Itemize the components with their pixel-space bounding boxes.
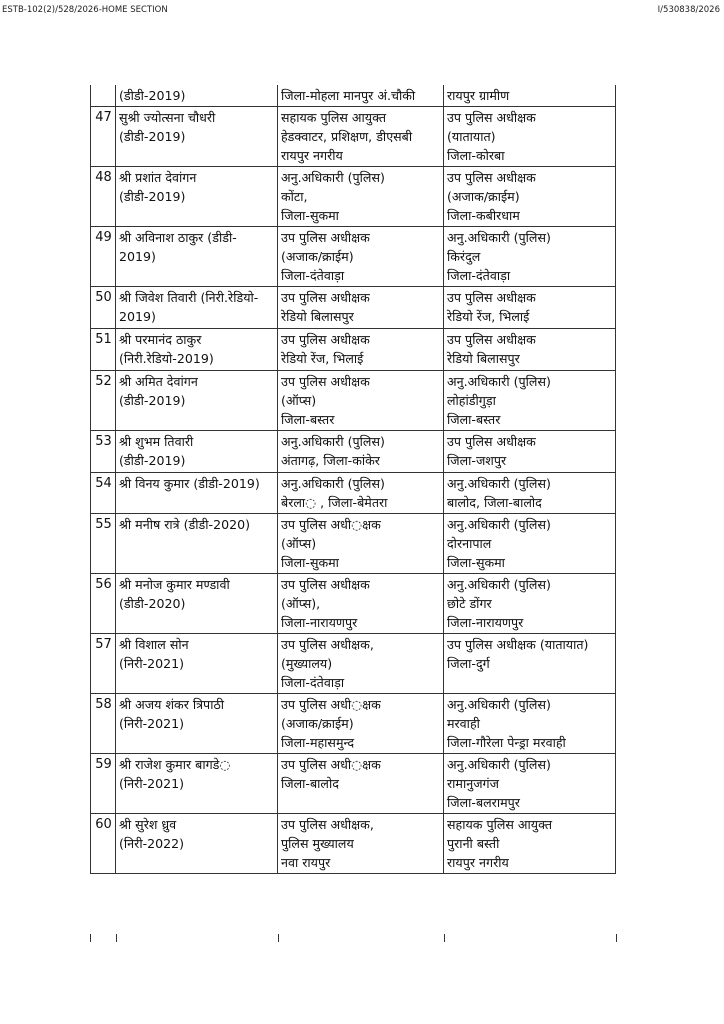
table-row [91, 167, 616, 227]
cell-line: हेडक्वाटर, प्रशिक्षण, डीएसबी [281, 129, 413, 144]
cell-line: रेडियो बिलासपुर [447, 351, 520, 366]
cell-line: उप पुलिस अधीक्षक [447, 110, 536, 125]
current-posting-cell [278, 431, 444, 473]
cell-line: अनु.अधिकारी (पुलिस) [447, 577, 551, 592]
new-posting-cell [444, 754, 616, 814]
cell-line: (ऑप्स), [281, 596, 321, 611]
cell-line: (निरी.रेडियो-2019) [119, 351, 214, 366]
cell-line: (निरी-2021) [119, 656, 185, 671]
cell-line: जिला-सुकमा [447, 555, 505, 570]
table-row [91, 107, 616, 167]
cell-line: उप पुलिस अधीक्षक [447, 290, 536, 305]
cell-line: उप पुलिस अधीक्षक [447, 332, 536, 347]
officer-name-cell [116, 514, 278, 574]
serial-cell [91, 85, 116, 107]
cell-line: जिला-सुकमा [281, 555, 339, 570]
cell-line: अनु.अधिकारी (पुलिस) [447, 374, 551, 389]
cell-line: उप पुलिस अधीक्षक [447, 434, 536, 449]
new-posting-cell [444, 371, 616, 431]
cell-line: (डीडी-2020) [119, 596, 186, 611]
new-posting-cell [444, 574, 616, 634]
officer-name-cell [116, 634, 278, 694]
cell-line: अनु.अधिकारी (पुलिस) [281, 170, 385, 185]
page-header [0, 0, 724, 22]
current-posting-cell [278, 574, 444, 634]
cell-line: रेडियो बिलासपुर [281, 309, 354, 324]
officer-name-cell [116, 227, 278, 287]
cell-line: रामानुजगंज [447, 776, 499, 791]
cell-line: अनु.अधिकारी (पुलिस) [281, 476, 385, 491]
new-posting-cell [444, 329, 616, 371]
cell-line: नवा रायपुर [281, 855, 331, 870]
cell-line: जिला-मोहला मानपुर अं.चौकी [281, 88, 416, 103]
new-posting-cell [444, 107, 616, 167]
cell-line: (डीडी-2019) [119, 88, 186, 103]
cell-line: उप पुलिस अधी◌क्षक [281, 757, 381, 772]
officer-name-cell [116, 814, 278, 874]
serial-cell: 49 [91, 227, 116, 287]
cell-line: जिला-बस्तर [281, 412, 335, 427]
cell-line: उप पुलिस अधीक्षक [281, 230, 370, 245]
cell-line: जिला-दंतेवाड़ा [281, 268, 345, 283]
cell-line: (अजाक/क्राईम) [281, 249, 354, 264]
cell-line: 2019) [119, 309, 156, 324]
cell-line: जिला-नारायणपुर [281, 615, 358, 630]
cell-line: (डीडी-2019) [119, 189, 186, 204]
transfer-table [90, 85, 616, 874]
cell-line: उप पुलिस अधीक्षक [281, 332, 370, 347]
serial-cell: 60 [91, 814, 116, 874]
cell-line: (निरी-2021) [119, 716, 185, 731]
cell-line: 2019) [119, 249, 156, 264]
cell-line: श्री विशाल सोन [119, 637, 189, 652]
current-posting-cell [278, 107, 444, 167]
new-posting-cell [444, 473, 616, 514]
serial-cell: 56 [91, 574, 116, 634]
cell-line: जिला-कोरबा [447, 148, 505, 163]
cell-line: (अजाक/क्राईम) [447, 189, 520, 204]
cell-line: जिला-दुर्ग [447, 656, 490, 671]
table-row [91, 814, 616, 874]
cell-line: श्री परमानंद ठाकुर [119, 332, 202, 347]
officer-name-cell [116, 754, 278, 814]
cell-line: बालोद, जिला-बालोद [447, 495, 542, 510]
serial-cell: 52 [91, 371, 116, 431]
cell-line: कोंटा, [281, 189, 308, 204]
officer-name-cell [116, 287, 278, 329]
new-posting-cell [444, 634, 616, 694]
table-row [91, 473, 616, 514]
new-posting-cell [444, 514, 616, 574]
cell-line: रायपुर नगरीय [447, 855, 509, 870]
serial-cell: 53 [91, 431, 116, 473]
officer-name-cell [116, 473, 278, 514]
cell-line: रायपुर नगरीय [281, 148, 343, 163]
serial-cell: 59 [91, 754, 116, 814]
new-posting-cell [444, 694, 616, 754]
officer-name-cell [116, 431, 278, 473]
new-posting-cell [444, 227, 616, 287]
table-continuation-lines [90, 934, 617, 942]
cell-line: अनु.अधिकारी (पुलिस) [447, 476, 551, 491]
cell-line: (निरी-2022) [119, 836, 185, 851]
cell-line: श्री मनीष रात्रे (डीडी-2020) [119, 517, 251, 532]
new-posting-cell [444, 814, 616, 874]
table-row [91, 329, 616, 371]
cell-line: श्री राजेश कुमार बागडे◌ [119, 757, 231, 772]
cell-line: (डीडी-2019) [119, 453, 186, 468]
cell-line: रेडियो रेंज, भिलाई [281, 351, 364, 366]
cell-line: जिला-दंतेवाड़ा [447, 268, 511, 283]
cell-line: जिला-बलरामपुर [447, 795, 520, 810]
cell-line: उप पुलिस अधीक्षक [281, 374, 370, 389]
serial-cell: 47 [91, 107, 116, 167]
serial-cell: 51 [91, 329, 116, 371]
new-posting-cell [444, 167, 616, 227]
cell-line: (ऑप्स) [281, 393, 317, 408]
new-posting-cell [444, 431, 616, 473]
cell-line: उप पुलिस अधी◌क्षक [281, 697, 381, 712]
cell-line: जिला-बस्तर [447, 412, 501, 427]
officer-name-cell [116, 574, 278, 634]
serial-cell: 58 [91, 694, 116, 754]
officer-name-cell [116, 371, 278, 431]
cell-line: उप पुलिस अधीक्षक [281, 577, 370, 592]
current-posting-cell [278, 287, 444, 329]
table-row [91, 514, 616, 574]
cell-line: जिला-जशपुर [447, 453, 507, 468]
cell-line: छोटे डोंगर [447, 596, 492, 611]
cell-line: अनु.अधिकारी (पुलिस) [447, 757, 551, 772]
cell-line: जिला-बालोद [281, 776, 339, 791]
cell-line: सुश्री ज्योत्सना चौधरी [119, 110, 216, 125]
table-row-continued [91, 85, 616, 107]
new-posting-cell [444, 287, 616, 329]
cell-line: उप पुलिस अधीक्षक (यातायात) [447, 637, 589, 652]
current-posting-cell [278, 85, 444, 107]
cell-line: मरवाही [447, 716, 480, 731]
cell-line: रेडियो रेंज, भिलाई [447, 309, 530, 324]
table-row [91, 287, 616, 329]
cell-line: (डीडी-2019) [119, 129, 186, 144]
cell-line: पुलिस मुख्यालय [281, 836, 354, 851]
cell-line: श्री अविनाश ठाकुर (डीडी- [119, 230, 237, 245]
cell-line: जिला-सुकमा [281, 208, 339, 223]
cell-line: जिला-महासमुन्द [281, 735, 355, 750]
serial-cell: 48 [91, 167, 116, 227]
current-posting-cell [278, 227, 444, 287]
cell-line: उप पुलिस अधीक्षक, [281, 637, 374, 652]
cell-line: (डीडी-2019) [119, 393, 186, 408]
cell-line: दोरनापाल [447, 536, 492, 551]
serial-cell: 54 [91, 473, 116, 514]
document-number: I/530838/2026 [657, 5, 720, 15]
current-posting-cell [278, 694, 444, 754]
cell-line: श्री विनय कुमार (डीडी-2019) [119, 476, 260, 491]
column-divider [116, 934, 117, 942]
cell-line: श्री जिवेश तिवारी (निरी.रेडियो- [119, 290, 259, 305]
cell-line: (निरी-2021) [119, 776, 185, 791]
cell-line: अनु.अधिकारी (पुलिस) [447, 517, 551, 532]
serial-cell: 50 [91, 287, 116, 329]
current-posting-cell [278, 514, 444, 574]
cell-line: रायपुर ग्रामीण [447, 88, 510, 103]
cell-line: लोहांडीगुड़ा [447, 393, 496, 408]
current-posting-cell [278, 371, 444, 431]
officer-name-cell [116, 329, 278, 371]
cell-line: श्री शुभम तिवारी [119, 434, 194, 449]
current-posting-cell [278, 473, 444, 514]
cell-line: अनु.अधिकारी (पुलिस) [447, 230, 551, 245]
cell-line: सहायक पुलिस आयुक्त [281, 110, 387, 125]
serial-cell: 57 [91, 634, 116, 694]
table-row [91, 574, 616, 634]
serial-cell: 55 [91, 514, 116, 574]
officer-name-cell [116, 167, 278, 227]
cell-line: (अजाक/क्राईम) [281, 716, 354, 731]
officer-name-cell [116, 85, 278, 107]
cell-line: श्री प्रशांत देवांगन [119, 170, 197, 185]
current-posting-cell [278, 329, 444, 371]
table-row [91, 431, 616, 473]
cell-line: किरंदुल [447, 249, 481, 264]
cell-line: (मुख्यालय) [281, 656, 333, 671]
cell-line: श्री सुरेश ध्रुव [119, 817, 177, 832]
table-row [91, 227, 616, 287]
new-posting-cell [444, 85, 616, 107]
cell-line: श्री अजय शंकर त्रिपाठी [119, 697, 225, 712]
cell-line: (ऑप्स) [281, 536, 317, 551]
current-posting-cell [278, 634, 444, 694]
officer-name-cell [116, 107, 278, 167]
cell-line: जिला-नारायणपुर [447, 615, 524, 630]
column-divider [444, 934, 445, 942]
cell-line: उप पुलिस अधीक्षक [447, 170, 536, 185]
table-row [91, 694, 616, 754]
cell-line: उप पुलिस अधीक्षक [281, 290, 370, 305]
cell-line: पुरानी बस्ती [447, 836, 500, 851]
cell-line: जिला-दंतेवाड़ा [281, 675, 345, 690]
cell-line: जिला-गौरेला पेन्ड्रा मरवाही [447, 735, 566, 750]
transfer-table-body [91, 85, 616, 874]
current-posting-cell [278, 814, 444, 874]
table-row [91, 634, 616, 694]
cell-line: बेरला◌ , जिला-बेमेतरा [281, 495, 388, 510]
officer-name-cell [116, 694, 278, 754]
cell-line: सहायक पुलिस आयुक्त [447, 817, 553, 832]
column-divider [278, 934, 279, 942]
cell-line: अनु.अधिकारी (पुलिस) [447, 697, 551, 712]
cell-line: अंतागढ़, जिला-कांकेर [281, 453, 380, 468]
current-posting-cell [278, 167, 444, 227]
cell-line: जिला-कबीरधाम [447, 208, 520, 223]
cell-line: (यातायात) [447, 129, 496, 144]
file-reference: ESTB-102(2)/528/2026-HOME SECTION [2, 5, 168, 15]
table-row [91, 754, 616, 814]
current-posting-cell [278, 754, 444, 814]
cell-line: उप पुलिस अधीक्षक, [281, 817, 374, 832]
cell-line: अनु.अधिकारी (पुलिस) [281, 434, 385, 449]
cell-line: उप पुलिस अधी◌क्षक [281, 517, 381, 532]
cell-line: श्री अमित देवांगन [119, 374, 198, 389]
table-row [91, 371, 616, 431]
cell-line: श्री मनोज कुमार मण्डावी [119, 577, 230, 592]
